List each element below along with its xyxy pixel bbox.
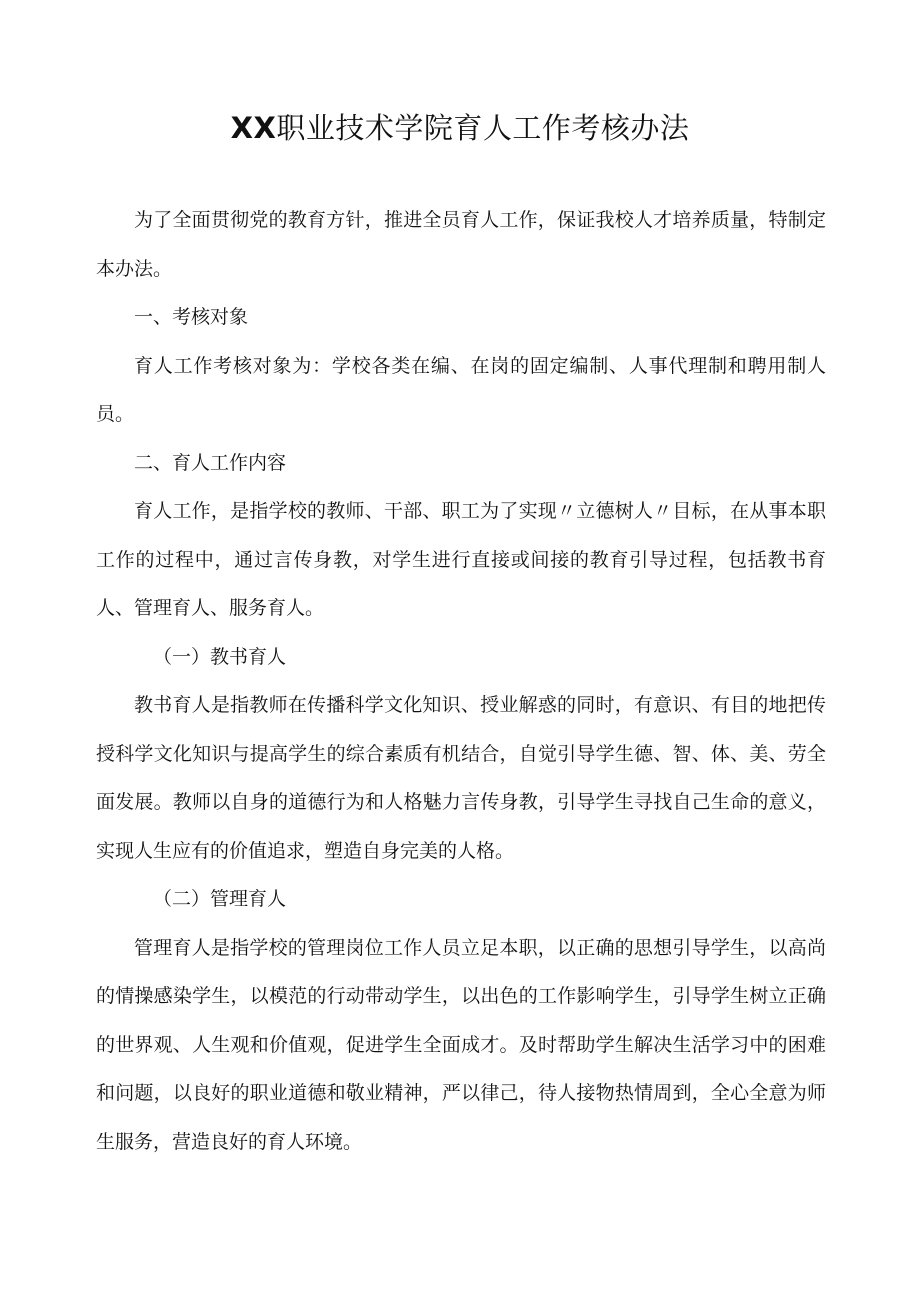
subsection-2-paragraph: 管理育人是指学校的管理岗位工作人员立足本职，以正确的思想引导学生，以高尚的情操感染学生，以模范的行动带动学生，以出色的工作影响学生，引导学生树立正确的世界观、人生观和价值观，促进学生全面成才。及时帮助学生解决生活学习中的困难和问题，以良好的职业道德和敬业精神，严以律己，待人接物热情周到，全心全意为师生服务，营造良好的育人环境。 bbox=[96, 936, 826, 1153]
section-2-heading: 二、育人工作内容 bbox=[134, 451, 287, 474]
section-1-heading: 一、考核对象 bbox=[134, 306, 249, 328]
intro-paragraph: 为了全面贯彻党的教育方针，推进全员育人工作，保证我校人才培养质量，特制定本办法。 bbox=[96, 209, 826, 280]
subsection-2-heading: （二）管理育人 bbox=[153, 888, 287, 910]
subsection-1-heading: （一）教书育人 bbox=[153, 645, 287, 668]
section-1-paragraph: 育人工作考核对象为：学校各类在编、在岗的固定编制、人事代理制和聘用制人员。 bbox=[96, 354, 826, 425]
subsection-1-paragraph: 教书育人是指教师在传播科学文化知识、授业解惑的同时，有意识、有目的地把传授科学文化知识与提高学生的综合素质有机结合，自觉引导学生德、智、体、美、劳全面发展。教师以自身的道德行为和人格魅力言传身教，引导学生寻找自己生命的意义，实现人生应有的价值追求，塑造自身完美的人格。 bbox=[96, 694, 826, 862]
section-2-paragraph: 育人工作，是指学校的教师、干部、职工为了实现〃立德树人〃目标，在从事本职工作的过程中，通过言传身教，对学生进行直接或间接的教育引导过程，包括教书育人、管理育人、服务育人。 bbox=[96, 500, 826, 619]
title-prefix: XX bbox=[230, 111, 277, 145]
title-main: 职业技术学院育人工作考核办法 bbox=[276, 111, 690, 145]
document-title bbox=[0, 106, 920, 150]
document-body bbox=[96, 196, 826, 1166]
